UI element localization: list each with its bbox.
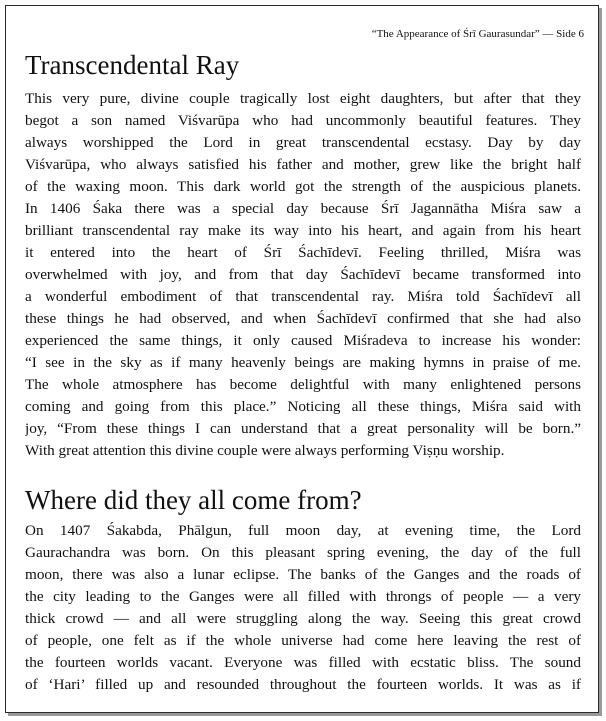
section-title-where-did-they-all-come-from: Where did they all come from? bbox=[25, 485, 362, 515]
text-line: it entered into the heart of Śrī Śachīdevī. Feeling thrilled, Miśra was bbox=[25, 244, 581, 261]
section-title-transcendental-ray: Transcendental Ray bbox=[25, 50, 240, 80]
section-body-transcendental-ray bbox=[25, 88, 581, 462]
text-line: begot a son named Viśvarūpa who had uncommonly beautiful features. They bbox=[25, 112, 581, 129]
text-line: This very pure, divine couple tragically lost eight daughters, but after that they bbox=[25, 90, 581, 107]
text-line: moon, there was also a lunar eclipse. The banks of the Ganges and the roads of bbox=[25, 566, 581, 583]
text-line: of the waxing moon. This dark world got the strength of the auspicious planets. bbox=[25, 178, 581, 195]
text-line: always worshipped the Lord in great transcendental ecstasy. Day by day bbox=[25, 134, 581, 151]
running-header: “The Appearance of Śrī Gaurasundar” — Side 6 bbox=[371, 28, 584, 40]
text-line: Gaurachandra was born. On this pleasant spring evening, the day of the full bbox=[25, 544, 581, 561]
text-line: “I see in the sky as if many heavenly beings are making hymns in praise of me. bbox=[25, 354, 581, 371]
text-line: of ‘Hari’ filled up and resounded throughout the fourteen worlds. It was as if bbox=[25, 676, 581, 693]
text-line: these things he had observed, and when Śachīdevī confirmed that she had also bbox=[25, 310, 581, 327]
text-line: experienced the same things, it only caused Miśradeva to increase his wonder: bbox=[25, 332, 581, 349]
text-line: coming and going from this place.” Noticing all these things, Miśra said with bbox=[25, 398, 581, 415]
text-line: brilliant transcendental ray make its way into his heart, and again from his heart bbox=[25, 222, 581, 239]
text-line: joy, “From these things I can understand that a great personality will be born.” bbox=[25, 420, 581, 437]
text-line: of people, one felt as if the whole universe had come here leaving the rest of bbox=[25, 632, 581, 649]
text-line: the fourteen worlds vacant. Everyone was filled with ecstatic bliss. The sound bbox=[25, 654, 581, 671]
text-line: overwhelmed with joy, and from that day Śachīdevī became transformed into bbox=[25, 266, 581, 283]
text-line: With great attention this divine couple were always performing Viṣṇu worship. bbox=[25, 442, 505, 459]
text-line: Viśvarūpa, who always satisfied his father and mother, grew like the bright half bbox=[25, 156, 581, 173]
document-page bbox=[5, 5, 599, 713]
text-line: In 1406 Śaka there was a special day because Śrī Jagannātha Miśra saw a bbox=[25, 200, 581, 217]
text-line: On 1407 Śakabda, Phālgun, full moon day, at evening time, the Lord bbox=[25, 522, 581, 539]
text-line: The whole atmosphere has become delightful with many enlightened persons bbox=[25, 376, 581, 393]
section-body-where-did-they-all-come-from bbox=[25, 520, 581, 696]
text-line: the city leading to the Ganges were all filled with throngs of people — a very bbox=[25, 588, 581, 605]
text-line: a wonderful embodiment of that transcendental ray. Miśra told Śachīdevī all bbox=[25, 288, 581, 305]
text-line: thick crowd — and all were struggling along the way. Seeing this great crowd bbox=[25, 610, 581, 627]
